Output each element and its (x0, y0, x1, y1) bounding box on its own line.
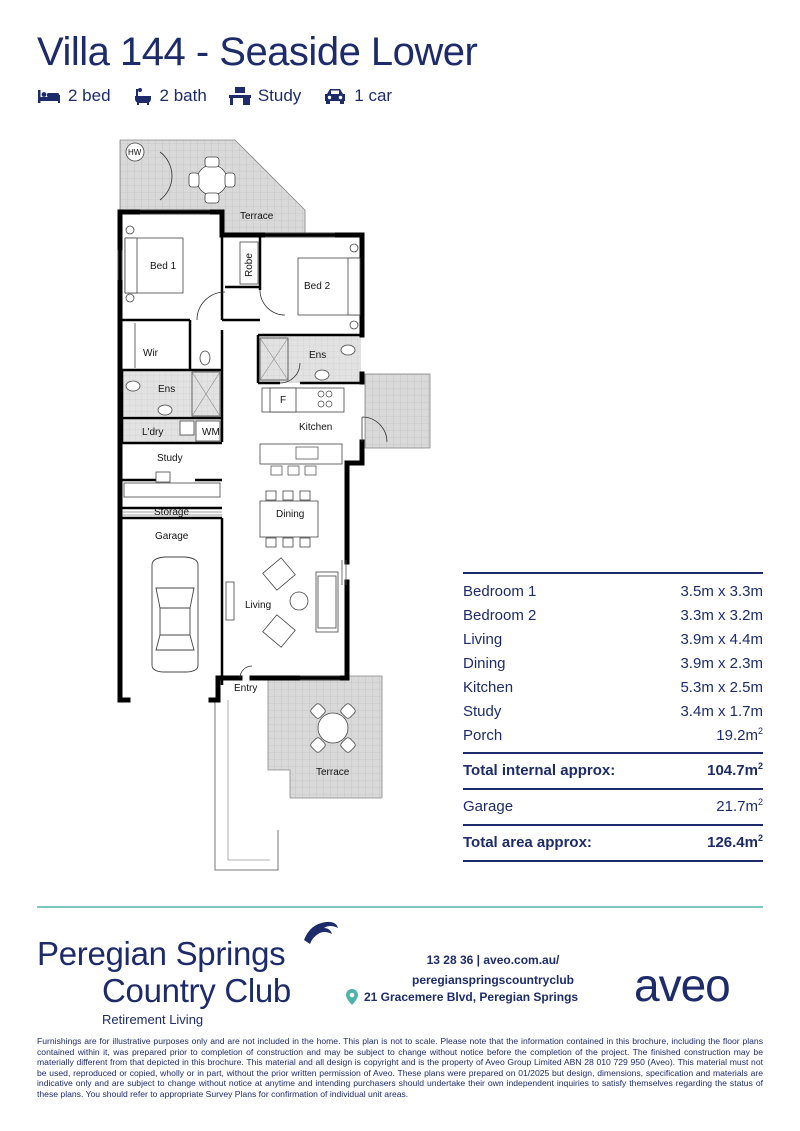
area-row (463, 676, 763, 700)
aveo-logo: aveo (634, 959, 730, 1011)
label-ens-2: Ens (309, 350, 327, 361)
ensuite-1-vanity (126, 381, 140, 391)
wir-toilet (200, 351, 210, 365)
room-dimension: 3.3m x 3.2m (680, 607, 763, 624)
location-pin-icon (346, 989, 358, 1005)
kitchen-stools (271, 466, 316, 475)
area-row (463, 652, 763, 676)
room-name: Dining (463, 655, 506, 672)
floor-plan (100, 130, 440, 880)
label-storage: Storage (154, 507, 190, 518)
footer-divider (37, 906, 763, 908)
brand-name-line-1: Peregian Springs (37, 935, 286, 972)
label-bed-2: Bed 2 (304, 281, 331, 292)
area-row (463, 604, 763, 628)
area-row (463, 700, 763, 724)
feature-label: 1 car (354, 86, 393, 105)
room-dimension: 3.9m x 4.4m (680, 631, 763, 648)
ensuite-1-toilet (158, 405, 172, 415)
porch-area-value: 19.2m (716, 727, 758, 744)
bath-icon (133, 87, 153, 105)
label-hw: HW (128, 148, 142, 157)
area-row (463, 724, 763, 748)
garage-car (152, 557, 198, 672)
total-area-row (463, 826, 763, 860)
label-bed-1: Bed 1 (150, 261, 177, 272)
contact-info (368, 950, 618, 990)
ensuite-2-vanity (341, 345, 355, 355)
feature-car (323, 86, 392, 106)
disclaimer: Furnishings are for illustrative purposes only and are not included in the home. This plan is not to scale. Please note that the information contained in this brochure, including the floor plans contained within it, was prepared prior to completion of construction and may be subject to change without notice before the completion of the project. The finished construction may be materially different from that depicted in this brochure. This material and all design is copyright and is the property of Aveo Group Limited ABN 28 010 729 950 (Aveo). This material must not be used, reproduced or copied, wholly or in part, without the prior written permission of Aveo. These plans were prepared on 01/2025 but design, dimensions, specification and materials are indicative only and are subject to change without notice at anytime and intending purchasers should undertake their own independent inquiries to satisfy themselves regarding the status of these plans. You should refer to appropriate Survey Plans for confirmation of individual unit areas. (37, 1036, 763, 1099)
laundry-tub (180, 421, 194, 435)
label-kitchen: Kitchen (299, 422, 333, 433)
table-rule (463, 860, 763, 862)
feature-label: Study (257, 86, 302, 105)
label-study: Study (157, 453, 183, 464)
total-internal-value (707, 754, 763, 788)
page-title: Villa 144 - Seaside Lower (37, 30, 478, 74)
side-porch-paving (365, 374, 430, 448)
room-dimension: 3.4m x 1.7m (680, 703, 763, 720)
unit-superscript: 2 (757, 726, 763, 736)
area-schedule (463, 572, 763, 862)
feature-bed (37, 86, 111, 106)
area-row (463, 628, 763, 652)
label-living: Living (245, 600, 272, 611)
label-ens-1: Ens (158, 384, 176, 395)
label-terrace-top: Terrace (240, 211, 274, 222)
feature-bath (133, 86, 207, 106)
room-name: Porch (463, 727, 503, 744)
table-rule (463, 572, 763, 574)
address (346, 989, 578, 1005)
unit-superscript: 2 (757, 833, 763, 843)
unit-superscript: 2 (757, 761, 763, 771)
room-name: Kitchen (463, 679, 514, 696)
wave-logo-icon (300, 918, 340, 946)
total-internal-label: Total internal approx: (463, 762, 616, 779)
study-chair (156, 472, 170, 482)
phone-website[interactable]: 13 28 36 | aveo.com.au/ (426, 953, 560, 967)
label-robe: Robe (244, 253, 255, 277)
kitchen-sink (296, 447, 318, 459)
address-text: 21 Gracemere Blvd, Peregian Springs (364, 990, 579, 1004)
room-name: Bedroom 1 (463, 583, 537, 600)
room-name: Bedroom 2 (463, 607, 537, 624)
label-dining: Dining (276, 509, 305, 520)
label-fridge: F (280, 395, 287, 406)
garage-number: 21.7m (716, 798, 758, 815)
area-row (463, 580, 763, 604)
ensuite-2-toilet (315, 370, 329, 380)
label-wm: WM (202, 427, 220, 438)
garage-label: Garage (463, 798, 514, 815)
total-area-number: 126.4m (707, 834, 758, 851)
label-entry: Entry (234, 683, 258, 694)
room-dimension (716, 724, 763, 748)
tv-unit (226, 582, 234, 620)
study-desk (124, 483, 220, 497)
room-dimension: 3.9m x 2.3m (680, 655, 763, 672)
room-name: Study (463, 703, 502, 720)
garage-value (716, 790, 763, 824)
bed-icon (37, 88, 61, 104)
label-garage: Garage (155, 531, 189, 542)
car-icon (323, 88, 347, 104)
feature-study (229, 86, 301, 106)
feature-label: 2 bed (68, 86, 111, 105)
label-terrace-bottom: Terrace (316, 767, 350, 778)
room-name: Living (463, 631, 503, 648)
garage-row (463, 790, 763, 824)
total-internal-number: 104.7m (707, 762, 758, 779)
unit-superscript: 2 (757, 797, 763, 807)
brand-name-line-2: Country Club (102, 972, 291, 1009)
label-wir: Wir (143, 348, 158, 359)
living-furniture (263, 558, 338, 647)
room-dimension: 5.3m x 2.5m (680, 679, 763, 696)
website-path[interactable]: peregianspringscountryclub (411, 973, 575, 987)
feature-list (37, 86, 414, 106)
desk-icon (229, 87, 251, 105)
feature-label: 2 bath (159, 86, 207, 105)
label-laundry: L'dry (142, 427, 164, 438)
brand-tagline: Retirement Living (102, 1012, 204, 1027)
total-area-label: Total area approx: (463, 834, 592, 851)
total-area-value (707, 826, 763, 860)
room-dimension: 3.5m x 3.3m (680, 583, 763, 600)
total-internal-row (463, 754, 763, 788)
